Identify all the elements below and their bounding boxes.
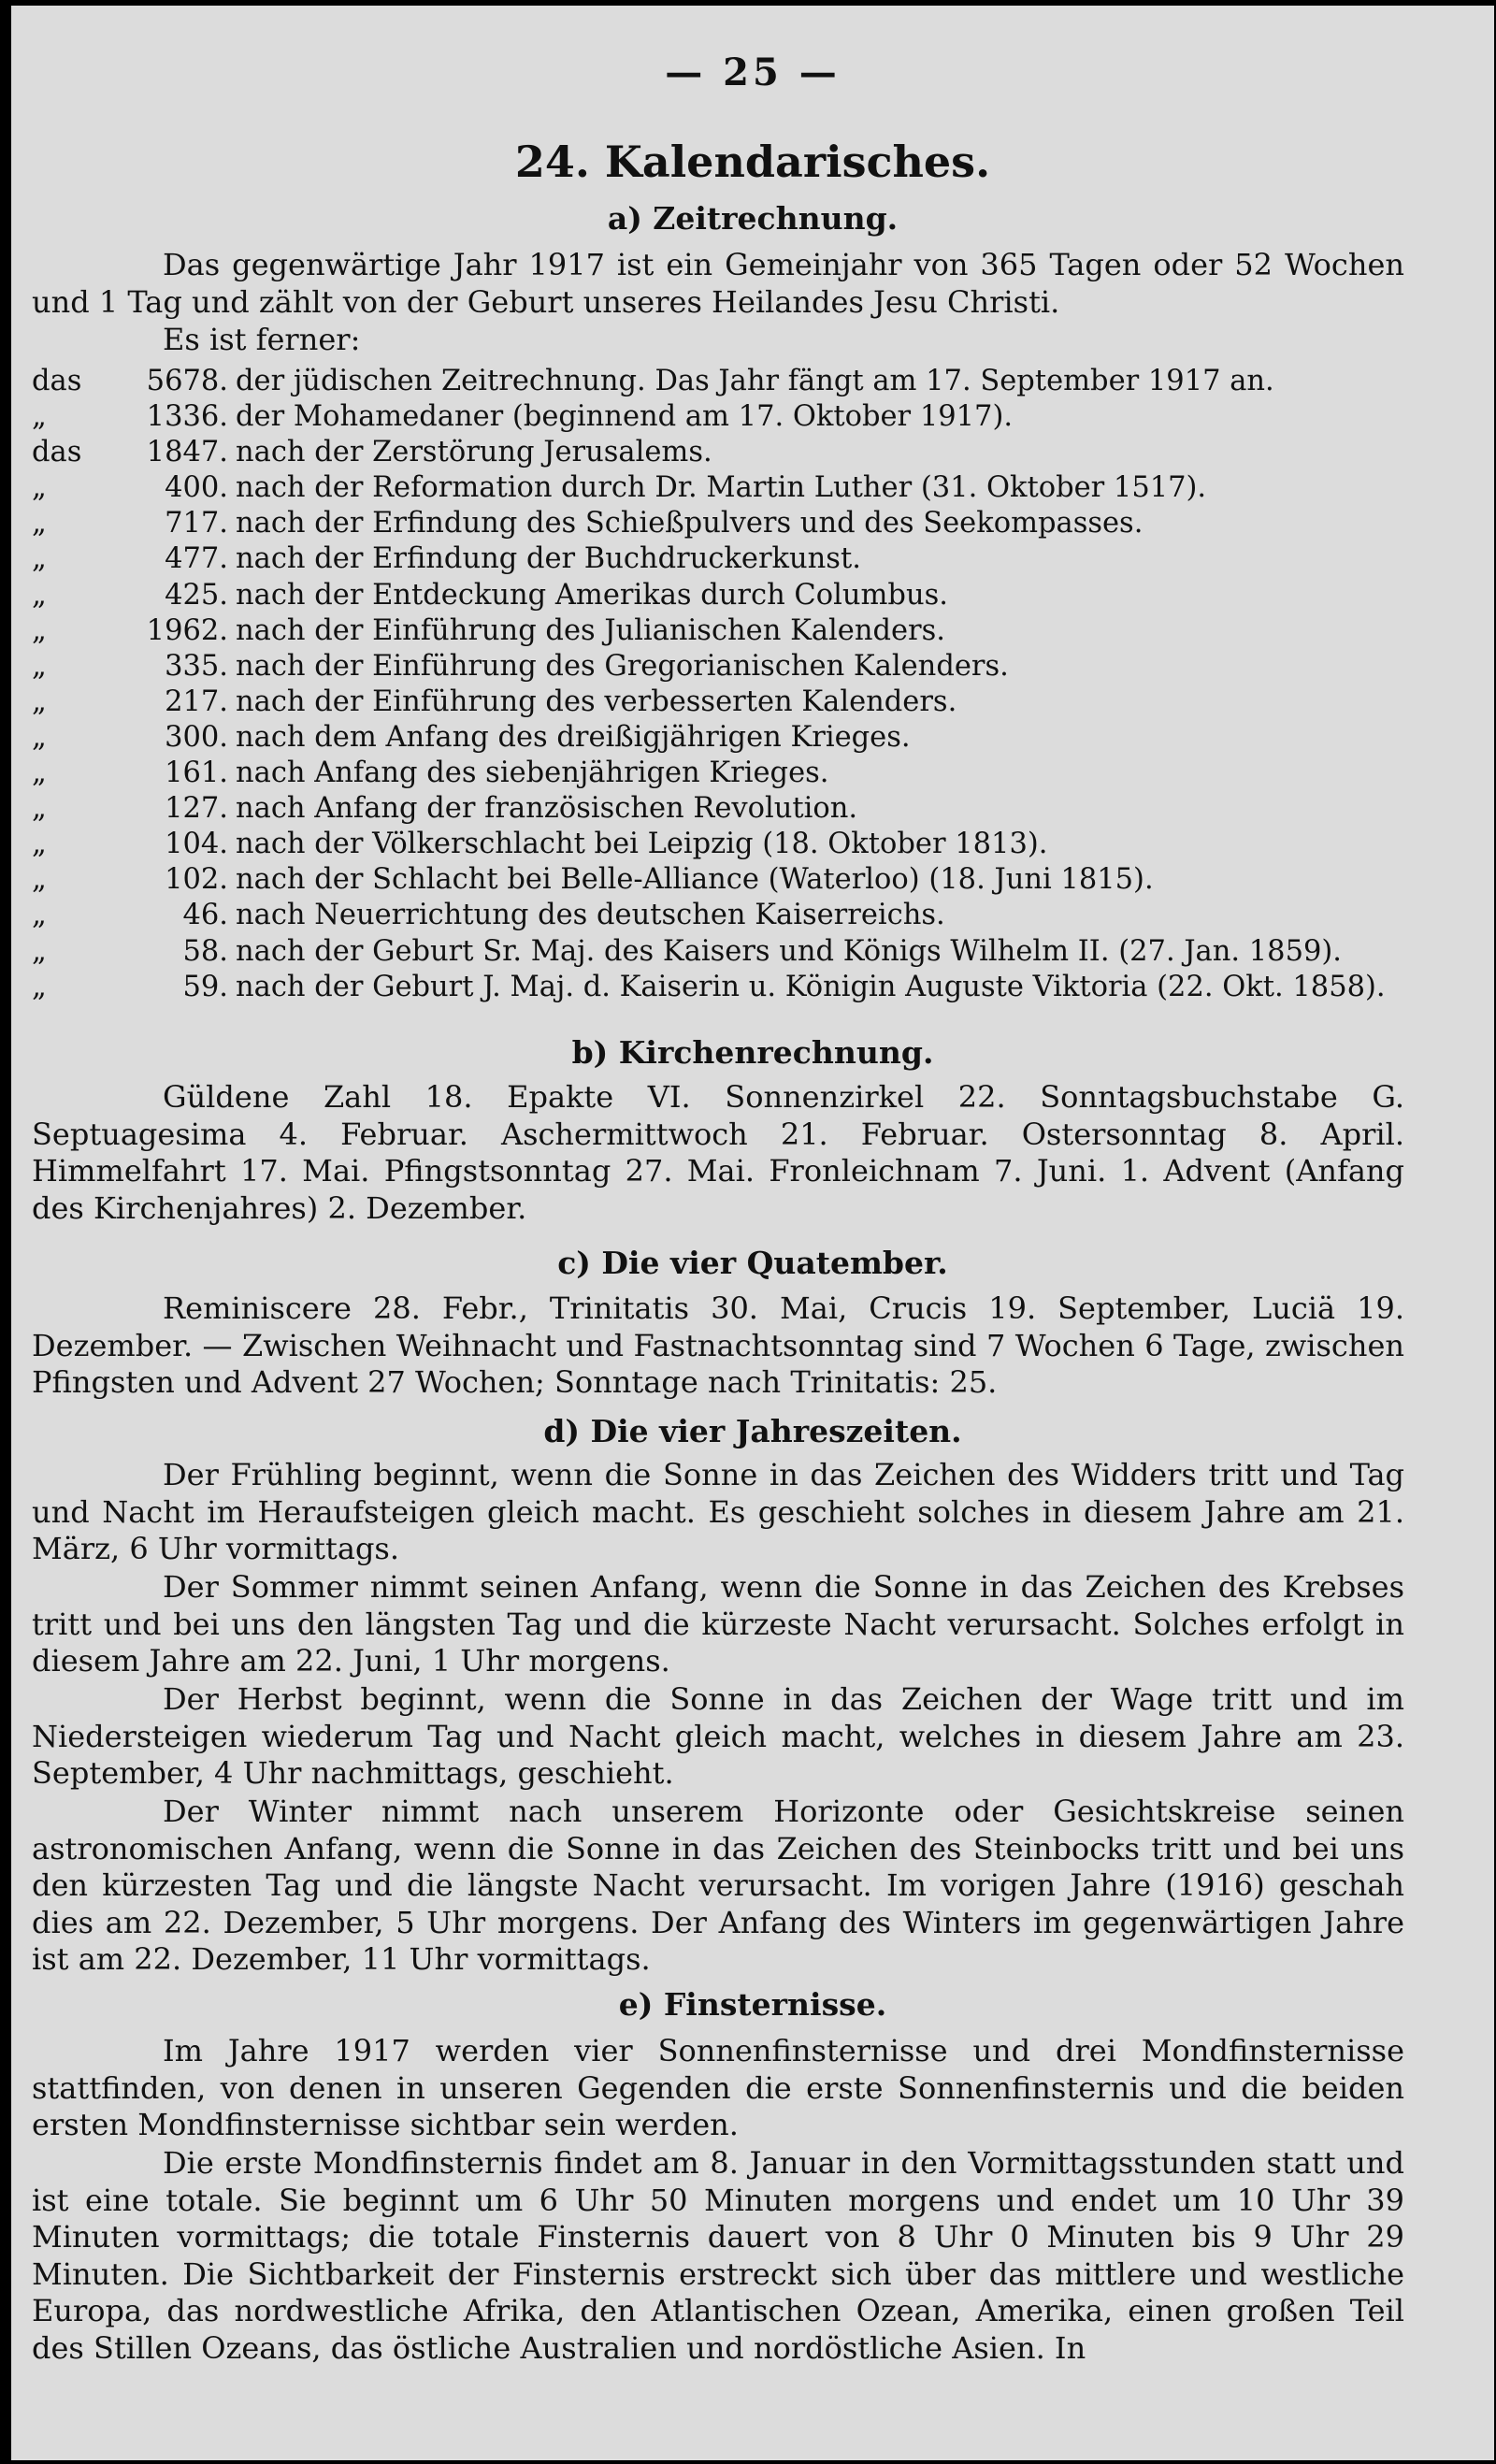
era-year-count: 5678.	[146, 365, 228, 397]
era-prefix: „	[32, 756, 47, 790]
eclipse-paragraph-intro: Im Jahre 1917 werden vier Sonnenfinsternisse und drei Mondfinsternisse stattfinden, von denen in unseren Gegenden die erste Sonnenfinsternis und die beiden ersten Mondfinsternisse sichtbar sein werden.	[32, 2033, 1404, 2142]
era-prefix: „	[32, 578, 47, 612]
era-year-count: 1847.	[146, 436, 228, 469]
era-row	[32, 364, 1416, 399]
era-row	[32, 970, 1416, 1005]
section-heading-d: d) Die vier Jahreszeiten.	[543, 1413, 962, 1449]
era-description: nach Anfang des siebenjährigen Krieges.	[236, 756, 829, 790]
era-description: der jüdischen Zeitrechnung. Das Jahr fängt am 17. September 1917 an.	[236, 365, 1274, 397]
era-year-count: 1962.	[146, 613, 228, 647]
era-description: nach der Geburt Sr. Maj. des Kaisers und Königs Wilhelm II. (27. Jan. 1859).	[236, 934, 1342, 968]
era-description: nach Anfang der französischen Revolution.	[236, 792, 858, 826]
section-heading-a: a) Zeitrechnung.	[607, 200, 899, 237]
era-row	[32, 898, 1416, 933]
era-prefix: „	[32, 400, 47, 434]
era-row	[32, 470, 1416, 506]
era-row	[32, 756, 1416, 791]
era-description: der Mohamedaner (beginnend am 17. Oktober 1917).	[236, 400, 1014, 434]
season-paragraph-winter: Der Winter nimmt nach unserem Horizonte oder Gesichtskreise seinen astronomischen Anfang, wenn die Sonne in das Zeichen des Steinbocks tritt und bei uns den kürzesten Tag und die längste Nacht verursacht. Im vorigen Jahre (1916) geschah dies am 22. Dezember, 5 Uhr morgens. Der Anfang des Winters im gegenwärtigen Jahre ist am 22. Dezember, 11 Uhr vormittags.	[32, 1794, 1404, 1977]
era-year-count: 717.	[165, 507, 228, 540]
era-year-count: 335.	[165, 649, 228, 683]
era-row	[32, 934, 1416, 970]
era-year-count: 104.	[165, 828, 228, 861]
era-year-count: 102.	[165, 863, 228, 897]
era-prefix: „	[32, 507, 47, 540]
season-paragraph-autumn: Der Herbst beginnt, wenn die Sonne in das Zeichen der Wage tritt und im Niedersteigen wiederum Tag und Nacht gleich macht, welches in diesem Jahre am 23. September, 4 Uhr nachmittags, geschieht.	[32, 1681, 1404, 1791]
section-heading-e: e) Finsternisse.	[618, 1986, 887, 2023]
era-description: nach der Geburt J. Maj. d. Kaiserin u. Königin Auguste Viktoria (22. Okt. 1858).	[236, 970, 1386, 1003]
season-paragraph-spring: Der Frühling beginnt, wenn die Sonne in das Zeichen des Widders tritt und Tag und Nacht im Heraufsteigen gleich macht. Es geschieht solches in diesem Jahre am 21. März, 6 Uhr vormittags.	[32, 1457, 1404, 1566]
era-prefix: „	[32, 828, 47, 861]
era-description: nach der Einführung des Julianischen Kalenders.	[236, 613, 945, 647]
section-a-intro: Das gegenwärtige Jahr 1917 ist ein Gemeinjahr von 365 Tagen oder 52 Wochen und 1 Tag und zählt von der Geburt unseres Heilandes Jesu Christi.	[32, 247, 1404, 320]
era-row	[32, 541, 1416, 577]
era-row	[32, 862, 1416, 898]
era-prefix: „	[32, 792, 47, 826]
era-description: nach der Einführung des verbesserten Kalenders.	[236, 684, 957, 718]
era-year-count: 477.	[165, 542, 228, 576]
era-prefix: „	[32, 863, 47, 897]
era-row	[32, 827, 1416, 862]
section-heading-b: b) Kirchenrechnung.	[571, 1034, 934, 1071]
era-prefix: „	[32, 899, 47, 932]
era-prefix: „	[32, 649, 47, 683]
era-row	[32, 578, 1416, 613]
document-page	[11, 6, 1494, 2460]
era-year-count: 217.	[165, 684, 228, 718]
era-year-count: 59.	[182, 970, 228, 1003]
era-prefix: „	[32, 684, 47, 718]
chapter-title: 24. Kalendarisches.	[514, 137, 991, 187]
era-year-count: 400.	[165, 471, 228, 505]
section-c-text: Reminiscere 28. Febr., Trinitatis 30. Mai, Crucis 19. September, Luciä 19. Dezember. — Zwischen Weihnacht und Fastnachtsonntag sind 7 Wochen 6 Tage, zwischen Pfingsten und Advent 27 Wochen; Sonntage nach Trinitatis: 25.	[32, 1290, 1404, 1400]
era-year-count: 425.	[165, 578, 228, 612]
era-description: nach der Erfindung des Schießpulvers und des Seekompasses.	[236, 507, 1144, 540]
era-row	[32, 720, 1416, 756]
era-list	[32, 364, 1416, 1005]
era-prefix: „	[32, 471, 47, 505]
era-prefix: „	[32, 934, 47, 968]
era-row	[32, 613, 1416, 649]
era-year-count: 46.	[182, 899, 228, 932]
era-row	[32, 506, 1416, 541]
season-paragraph-summer: Der Sommer nimmt seinen Anfang, wenn die Sonne in das Zeichen des Krebses tritt und bei uns den längsten Tag und die kürzeste Nacht verursacht. Solches erfolgt in diesem Jahre am 22. Juni, 1 Uhr morgens.	[32, 1569, 1404, 1679]
era-description: nach der Schlacht bei Belle-Alliance (Waterloo) (18. Juni 1815).	[236, 863, 1154, 897]
era-year-count: 161.	[165, 756, 228, 790]
era-row	[32, 791, 1416, 827]
era-description: nach der Einführung des Gregorianischen Kalenders.	[236, 649, 1009, 683]
era-year-count: 58.	[182, 934, 228, 968]
era-row	[32, 399, 1416, 435]
era-description: nach der Reformation durch Dr. Martin Luther (31. Oktober 1517).	[236, 471, 1207, 505]
era-prefix: „	[32, 720, 47, 754]
era-prefix: „	[32, 970, 47, 1003]
era-year-count: 1336.	[146, 400, 228, 434]
section-heading-c: c) Die vier Quatember.	[557, 1245, 948, 1281]
era-prefix: das	[32, 436, 82, 469]
era-description: nach der Entdeckung Amerikas durch Columbus.	[236, 578, 948, 612]
section-b-text: Güldene Zahl 18. Epakte VI. Sonnenzirkel 22. Sonntagsbuchstabe G. Septuagesima 4. Februar. Aschermittwoch 21. Februar. Ostersonntag 8. April. Himmelfahrt 17. Mai. Pfingstsonntag 27. Mai. Fronleichnam 7. Juni. 1. Advent (Anfang des Kirchenjahres) 2. Dezember.	[32, 1079, 1404, 1226]
page-number: — 25 —	[665, 50, 841, 94]
era-prefix: „	[32, 613, 47, 647]
era-description: nach der Zerstörung Jerusalems.	[236, 436, 712, 469]
era-prefix: das	[32, 365, 82, 397]
era-year-count: 300.	[165, 720, 228, 754]
era-description: nach Neuerrichtung des deutschen Kaiserreichs.	[236, 899, 945, 932]
era-description: nach der Völkerschlacht bei Leipzig (18. Oktober 1813).	[236, 828, 1048, 861]
era-row	[32, 435, 1416, 470]
era-prefix: „	[32, 542, 47, 576]
era-row	[32, 649, 1416, 684]
era-year-count: 127.	[165, 792, 228, 826]
era-description: nach der Erfindung der Buchdruckerkunst.	[236, 542, 861, 576]
era-row	[32, 684, 1416, 720]
eclipse-paragraph-first-lunar: Die erste Mondfinsternis findet am 8. Januar in den Vormittagsstunden statt und ist eine totale. Sie beginnt um 6 Uhr 50 Minuten morgens und endet um 10 Uhr 39 Minuten vormittags; die totale Finsternis dauert von 8 Uhr 0 Minuten bis 9 Uhr 29 Minuten. Die Sichtbarkeit der Finsternis erstreckt sich über das mittlere und westliche Europa, das nordwestliche Afrika, den Atlantischen Ozean, Amerika, einen großen Teil des Stillen Ozeans, das östliche Australien und nordöstliche Asien. In	[32, 2145, 1404, 2366]
era-description: nach dem Anfang des dreißigjährigen Krieges.	[236, 720, 911, 754]
section-a-lead: Es ist ferner:	[163, 322, 361, 357]
